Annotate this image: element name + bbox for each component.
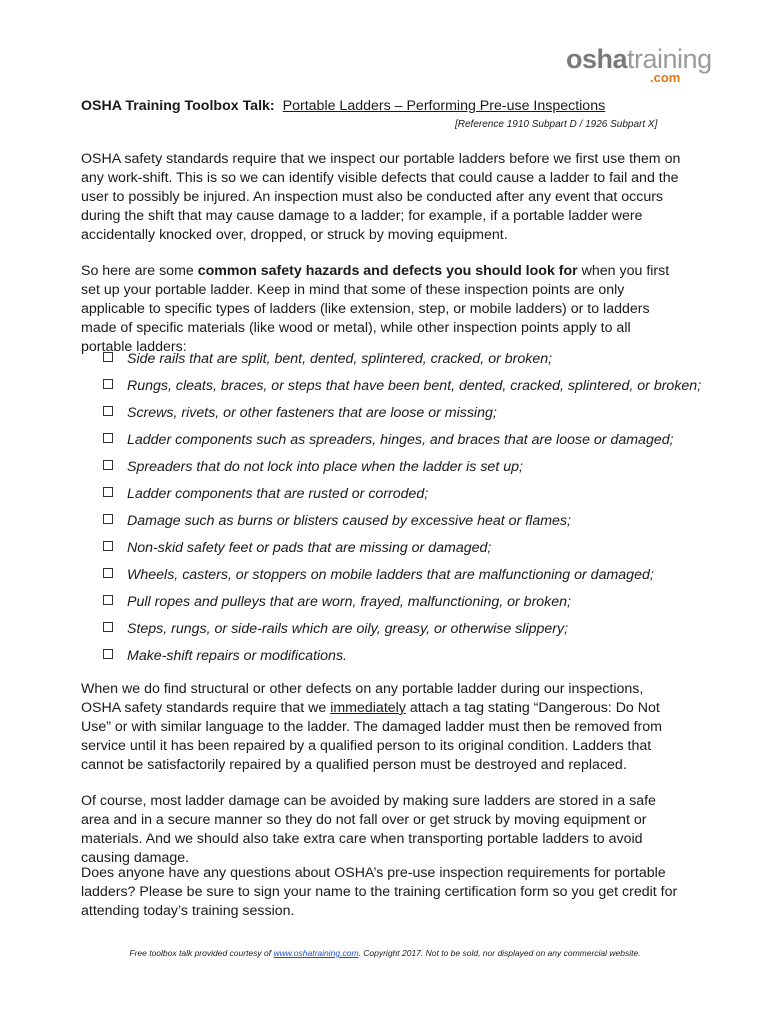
title-subject: Portable Ladders – Performing Pre-use Inspections: [282, 98, 606, 114]
checklist-item: Spreaders that do not lock into place when the ladder is set up;: [103, 457, 701, 484]
page-title: [81, 97, 605, 115]
checkbox-icon: [103, 352, 113, 362]
checkbox-icon: [103, 595, 113, 605]
checkbox-icon: [103, 622, 113, 632]
checkbox-icon: [103, 541, 113, 551]
checklist-item: Pull ropes and pulleys that are worn, frayed, malfunctioning, or broken;: [103, 592, 701, 619]
checklist-item: Steps, rungs, or side-rails which are oily, greasy, or otherwise slippery;: [103, 619, 701, 646]
checkbox-icon: [103, 460, 113, 470]
checklist-item: Ladder components that are rusted or corroded;: [103, 484, 701, 511]
checklist-item: Wheels, casters, or stoppers on mobile ladders that are malfunctioning or damaged;: [103, 565, 701, 592]
hazards-paragraph: So here are some common safety hazards and defects you should look for when you first set up your portable ladder. Keep in mind that some of these inspection points are only applicable to specific types of ladders (like extension, step, or mobile ladders) or to ladders made of specific materials (like wood or metal), while other inspection points apply to all portable ladders:: [81, 263, 670, 355]
intro-paragraph: OSHA safety standards require that we inspect our portable ladders before we first use them on any work-shift. This is so we can identify visible defects that could cause a ladder to fail and the user to possibly be injured. An inspection must also be conducted after any event that occurs during the shift that may cause damage to a ladder; for example, if a portable ladder were accidentally knocked over, dropped, or struck by moving equipment.: [81, 151, 681, 243]
checklist-item: Damage such as burns or blisters caused by excessive heat or flames;: [103, 511, 701, 538]
footer-note: Free toolbox talk provided courtesy of www.oshatraining.com. Copyright 2017. Not to be sold, nor displayed on any commercial website.: [129, 948, 641, 958]
defects-paragraph: When we do find structural or other defects on any portable ladder during our inspections, OSHA safety standards require that we immediately attach a tag stating “Dangerous: Do Not Use” or with similar language to the ladder. The damaged ladder must then be removed from service until it has been repaired by a qualified person to its original condition. Ladders that cannot be satisfactorily repaired by a qualified person must be destroyed and replaced.: [81, 681, 662, 773]
immediately-emphasis: immediately: [330, 700, 406, 716]
checkbox-icon: [103, 568, 113, 578]
hazards-emphasis: common safety hazards and defects you should look for: [197, 263, 578, 279]
checklist-item: Non-skid safety feet or pads that are missing or damaged;: [103, 538, 701, 565]
logo-suffix: .com: [650, 70, 681, 85]
closing-paragraph: Does anyone have any questions about OSHA’s pre-use inspection requirements for portable ladders? Please be sure to sign your name to the training certification form so you get credit for attending today’s training session.: [81, 865, 678, 919]
title-label: OSHA Training Toolbox Talk:: [81, 98, 275, 114]
inspection-checklist: [103, 349, 701, 673]
checkbox-icon: [103, 433, 113, 443]
reference-note: [Reference 1910 Subpart D / 1926 Subpart X]: [455, 119, 658, 130]
checklist-item: Rungs, cleats, braces, or steps that have been bent, dented, cracked, splintered, or broken;: [103, 376, 701, 403]
checkbox-icon: [103, 406, 113, 416]
checkbox-icon: [103, 487, 113, 497]
checkbox-icon: [103, 649, 113, 659]
checklist-item: Ladder components such as spreaders, hinges, and braces that are loose or damaged;: [103, 430, 701, 457]
checkbox-icon: [103, 514, 113, 524]
checklist-item: Side rails that are split, bent, dented, splintered, cracked, or broken;: [103, 349, 701, 376]
oshatraining-logo: [566, 44, 716, 92]
logo-wordmark: oshatraining: [566, 44, 712, 74]
storage-paragraph: Of course, most ladder damage can be avoided by making sure ladders are stored in a safe area and in a secure manner so they do not fall over or get struck by moving equipment or materials. And we should also take extra care when transporting portable ladders to avoid causing damage.: [81, 793, 656, 866]
checkbox-icon: [103, 379, 113, 389]
footer-link[interactable]: www.oshatraining.com: [273, 948, 359, 958]
checklist-item: Make-shift repairs or modifications.: [103, 646, 701, 673]
checklist-item: Screws, rivets, or other fasteners that are loose or missing;: [103, 403, 701, 430]
